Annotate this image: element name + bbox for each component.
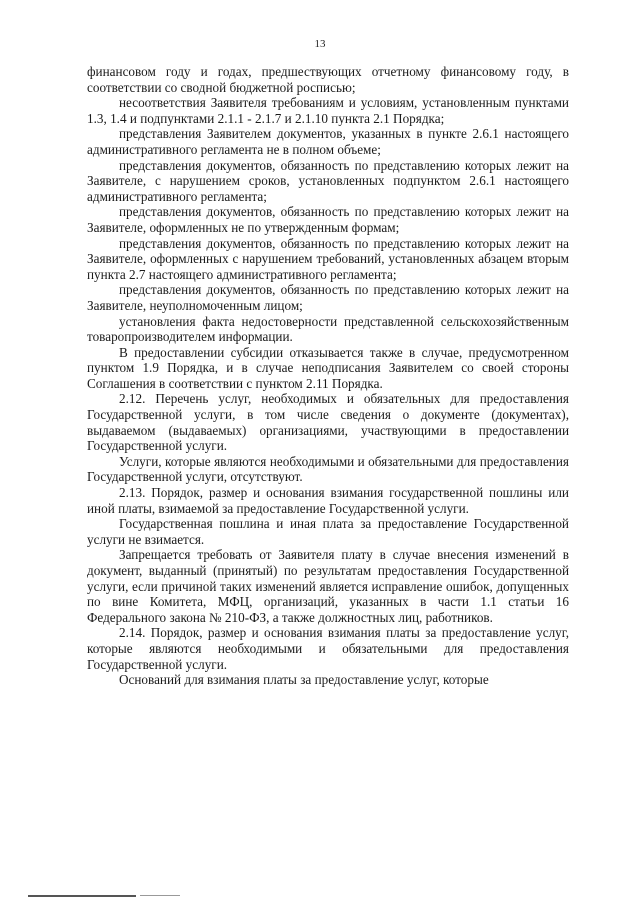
paragraph: представления документов, обязанность по представлению которых лежит на Заявителе, оформленных не по утвержденным формам; xyxy=(87,204,569,235)
document-body xyxy=(87,64,569,688)
paragraph: В предоставлении субсидии отказывается также в случае, предусмотренном пунктом 1.9 Порядка, и в случае неподписания Заявителем со своей стороны Соглашения в соответствии с пунктом 2.11 Порядка. xyxy=(87,344,569,391)
paragraph: представления документов, обязанность по представлению которых лежит на Заявителе, с нарушением сроков, установленных подпунктом 2.6.1 настоящего административного регламента; xyxy=(87,157,569,204)
scan-edge-mark xyxy=(28,895,136,897)
scan-edge-mark-faint xyxy=(140,895,180,896)
paragraph: Оснований для взимания платы за предоставление услуг, которые xyxy=(119,672,489,688)
paragraph: Государственная пошлина и иная плата за предоставление Государственной услуги не взимается. xyxy=(87,516,569,547)
paragraph: 2.13. Порядок, размер и основания взимания государственной пошлины или иной платы, взимаемой за предоставление Государственной услуги. xyxy=(87,485,569,516)
paragraph: представления документов, обязанность по представлению которых лежит на Заявителе, неуполномоченным лицом; xyxy=(87,282,569,313)
paragraph: 2.12. Перечень услуг, необходимых и обязательных для предоставления Государственной услуги, в том числе сведения о документе (документах), выдаваемом (выдаваемых) организациями, участвующими в предоставлении Государственной услуги. xyxy=(87,391,569,454)
paragraph: несоответствия Заявителя требованиям и условиям, установленным пунктами 1.3, 1.4 и подпунктами 2.1.1 - 2.1.7 и 2.1.10 пункта 2.1 Порядка; xyxy=(87,95,569,126)
paragraph: финансовом году и годах, предшествующих отчетному финансовому году, в соответствии со сводной бюджетной росписью; xyxy=(87,64,569,95)
paragraph: представления Заявителем документов, указанных в пункте 2.6.1 настоящего административного регламента не в полном объеме; xyxy=(87,126,569,157)
paragraph: установления факта недостоверности представленной сельскохозяйственным товаропроизводителем информации. xyxy=(87,313,569,345)
paragraph: представления документов, обязанность по представлению которых лежит на Заявителе, оформленных с нарушением требований, установленных абзацем вторым пункта 2.7 настоящего административного регламента; xyxy=(87,235,569,282)
page-number: 13 xyxy=(314,38,326,50)
paragraph: Услуги, которые являются необходимыми и обязательными для предоставления Государственной услуги, отсутствуют. xyxy=(87,453,569,485)
paragraph: Запрещается требовать от Заявителя плату в случае внесения изменений в документ, выданный (принятый) по результатам предоставления Государственной услуги, если причиной таких изменений является исправление ошибок, допущенных по вине Комитета, МФЦ, организаций, указанных в части 1.1 статьи 16 Федерального закона № 210-ФЗ, а также должностных лиц, работников. xyxy=(87,547,569,625)
paragraph: 2.14. Порядок, размер и основания взимания платы за предоставление услуг, которые являются необходимыми и обязательными для предоставления Государственной услуги. xyxy=(87,625,569,672)
